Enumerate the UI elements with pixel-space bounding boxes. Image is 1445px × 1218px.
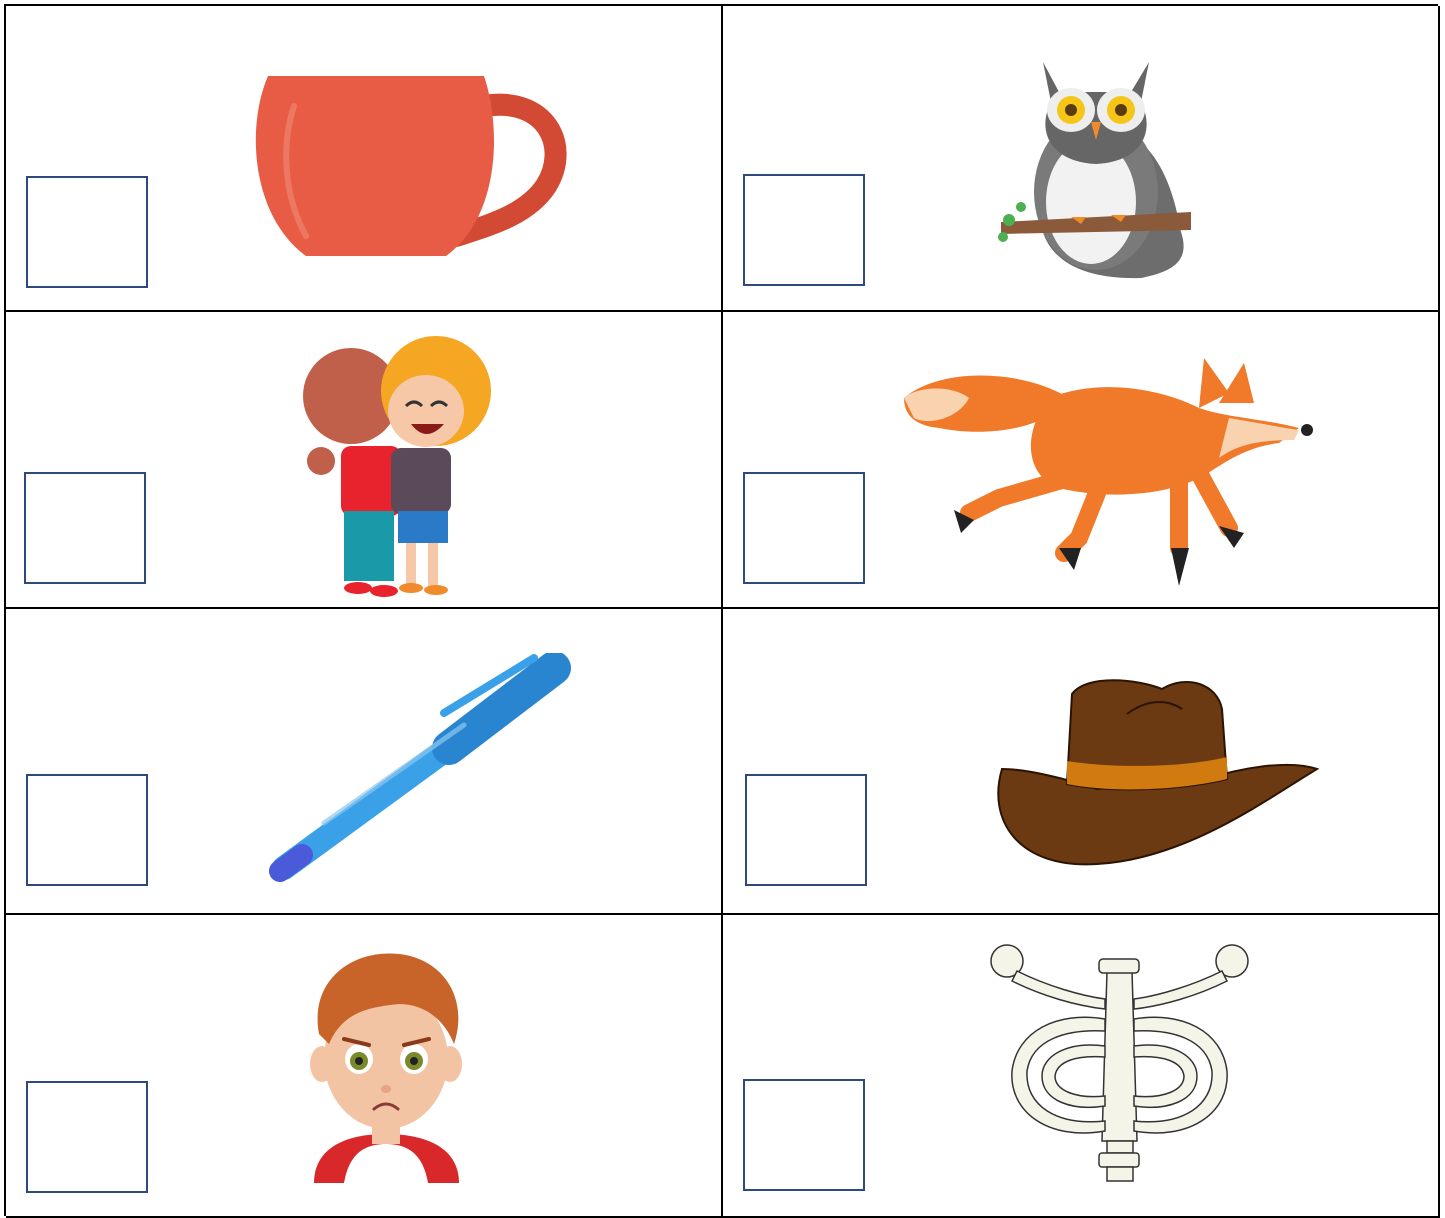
cell-cup: [6, 6, 723, 312]
answer-box[interactable]: [745, 774, 867, 886]
answer-box[interactable]: [743, 1079, 865, 1191]
cup-icon: [246, 66, 576, 266]
answer-box[interactable]: [26, 1081, 148, 1193]
fox-icon: [899, 348, 1329, 588]
cowboy-hat-icon: [987, 669, 1322, 869]
cell-sad-boy: [6, 915, 723, 1218]
cell-hat: [723, 609, 1440, 915]
cell-hug: [6, 312, 723, 609]
sad-boy-icon: [304, 949, 469, 1183]
answer-box[interactable]: [26, 774, 148, 886]
cell-pen: [6, 609, 723, 915]
answer-box[interactable]: [743, 472, 865, 584]
picture-grid: [4, 4, 1438, 1216]
cell-fox: [723, 312, 1440, 609]
rib-cage-icon: [987, 941, 1252, 1191]
answer-box[interactable]: [743, 174, 865, 286]
cell-ribs: [723, 915, 1440, 1218]
owl-icon: [991, 52, 1201, 284]
answer-box[interactable]: [26, 176, 148, 288]
cell-owl: [723, 6, 1440, 312]
pen-icon: [264, 653, 574, 883]
answer-box[interactable]: [24, 472, 146, 584]
hugging-kids-icon: [296, 336, 511, 598]
